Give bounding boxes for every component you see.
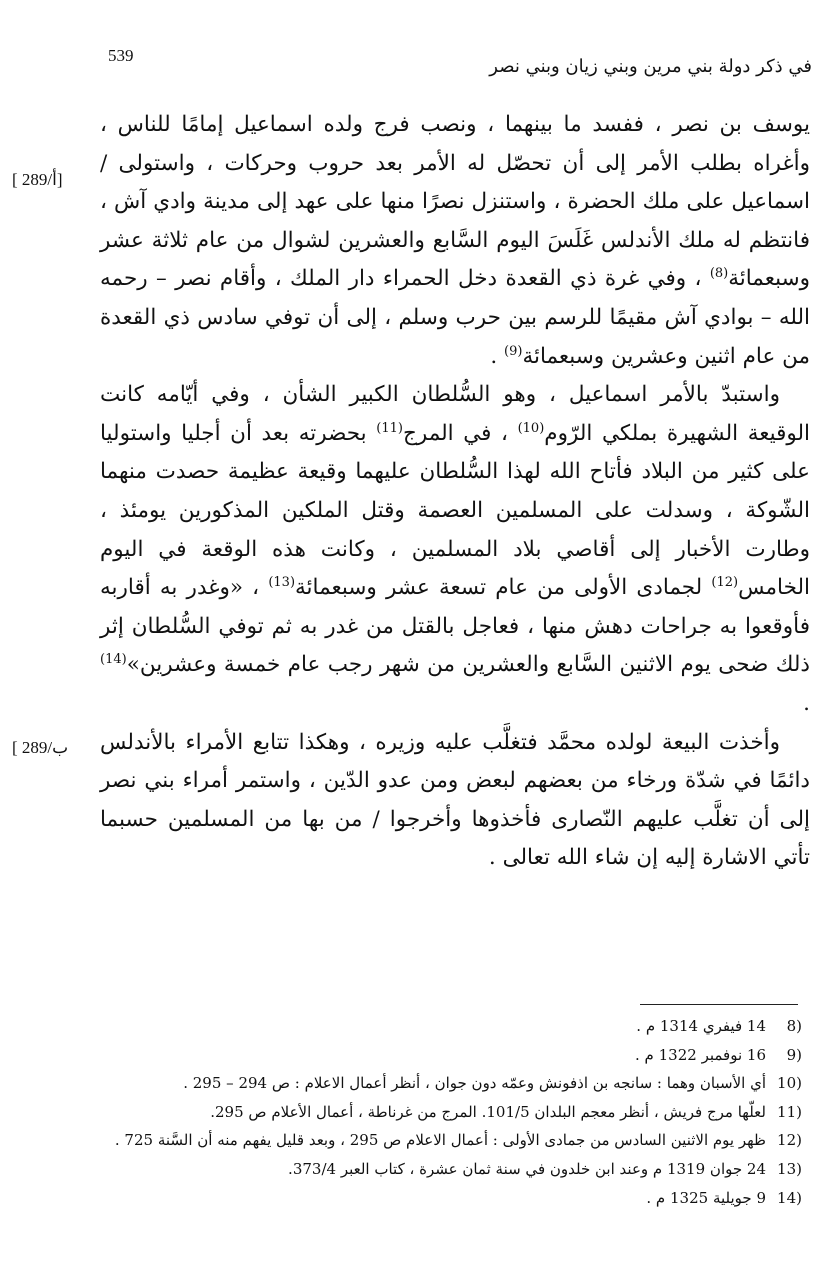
paragraph bbox=[100, 106, 810, 376]
paragraph bbox=[100, 376, 810, 723]
paragraph-text: ، وفي غرة ذي القعدة دخل الحمراء دار الملك ، وأقام نصر – رحمه الله – بوادي آش مقيمًا للرسم بين حرب وسلم ، إلى أن توفي سادس ذي القعدة من عام اثنين وعشرين وسبعمائة bbox=[100, 266, 810, 369]
footnote-number: 13) bbox=[777, 1159, 802, 1178]
footnote-ref: (14) bbox=[100, 652, 127, 668]
footnote-text: أي الأسبان وهما : سانجه بن اذفونش وعمّه دون جوان ، أنظر أعمال الاعلام : ص 294 – 295 . bbox=[183, 1074, 766, 1093]
footnote-text: 9 جويلية 1325 م . bbox=[646, 1188, 766, 1207]
paragraph-text: . bbox=[803, 690, 810, 716]
footnote-ref: (12) bbox=[711, 574, 739, 590]
footnote-ref: (8) bbox=[709, 266, 729, 282]
footnote-ref: (13) bbox=[268, 574, 296, 590]
footnote-text: 16 نوفمبر 1322 م . bbox=[635, 1045, 766, 1064]
paragraph bbox=[100, 724, 810, 878]
page-number: 539 bbox=[108, 46, 134, 65]
footnote-number: 8) bbox=[786, 1017, 802, 1035]
margin-note-folio-289b: [ 289/ب bbox=[12, 738, 69, 757]
body-text bbox=[100, 106, 810, 878]
footnote-text: لعلّها مرج فريش ، أنظر معجم البلدان 101/5. المرج من غرناطة ، أعمال الأعلام ص 295. bbox=[210, 1102, 766, 1121]
paragraph-text: ، في المرج bbox=[402, 420, 518, 446]
paragraph-text: وأخذت البيعة لولده محمَّد فتغلَّب عليه وزيره ، وهكذا تتابع الأمراء بالأندلس دائمًا في شدّة ورخاء من بعضهم لبعض ومن عدو الدّين ، واستمر أمراء بني نصر إلى أن تغلَّب عليهم النّصارى فأخذوها وأخرجوا / من بها من المسلمين حسبما تأتي الاشارة إليه إن شاء الله تعالى . bbox=[100, 729, 810, 871]
footnote-number: 12) bbox=[777, 1131, 802, 1150]
footnote bbox=[110, 1155, 802, 1184]
footnote bbox=[110, 1184, 802, 1213]
paragraph-text: . bbox=[490, 343, 504, 369]
paragraph-text: يوسف بن نصر ، ففسد ما بينهما ، ونصب فرج ولده اسماعيل إمامًا للناس ، وأغراه بطلب الأمر إلى أن تحصّل له الأمر بعد حروب وحركات ، واستولى / اسماعيل على ملك الحضرة ، واستنزل نصرًا منها على عهد إلى مدينة وادي آش ، فانتظم له ملك الأندلس غَلَسَ اليوم السَّابع والعشرين لشوال من عام ثلاثة عشر وسبعمائة bbox=[100, 112, 810, 292]
footnote bbox=[110, 1098, 802, 1127]
footnote bbox=[110, 1069, 802, 1098]
paragraph-text: واستبدّ بالأمر اسماعيل ، وهو السُّلطان الكبير الشأن ، وفي أيّامه كانت الوقيعة الشهيرة بملكي الرّوم bbox=[100, 382, 810, 446]
footnote-text: 24 جوان 1319 م وعند ابن خلدون في سنة ثمان عشرة ، كتاب العبر 373/4. bbox=[288, 1159, 766, 1178]
paragraph-text: بحضرته بعد أن أجليا واستوليا على كثير من البلاد فأتاح الله لهذا السُّلطان عليهما وقيعة عظيمة حصدت منهما الشّوكة ، وسدلت على المسلمين العصمة وقتل الملكين المذكورين يومئذ ، وطارت الأخبار إلى أقاصي بلاد المسلمين ، وكانت هذه الوقعة في اليوم الخامس bbox=[100, 420, 811, 601]
footnote bbox=[110, 1012, 802, 1041]
footnote-number: 9) bbox=[786, 1045, 802, 1064]
margin-note-folio-289a: [ 289/أ] bbox=[12, 170, 63, 189]
footnote-number: 11) bbox=[777, 1102, 802, 1121]
footnote-number: 14) bbox=[777, 1188, 802, 1207]
footnote-ref: (10) bbox=[517, 420, 545, 436]
footnote-ref: (9) bbox=[504, 343, 523, 359]
footnote-text: ظهر يوم الاثنين السادس من جمادى الأولى : أعمال الاعلام ص 295 ، وبعد قليل يفهم منه أن السَّنة 725 . bbox=[114, 1131, 766, 1150]
footnotes bbox=[110, 1012, 802, 1212]
footnote-separator bbox=[640, 1004, 798, 1005]
running-head: في ذكر دولة بني مرين وبني زيان وبني نصر bbox=[489, 56, 812, 77]
footnote-text: 14 فيفري 1314 م . bbox=[636, 1017, 766, 1035]
footnote-number: 10) bbox=[777, 1074, 802, 1093]
footnote bbox=[110, 1126, 802, 1155]
paragraph-text: ، «وغدر به أقاربه فأوقعوا به جراحات دهش منها ، فعاجل بالقتل من غدر به ثم توفي السُّلطان إثر ذلك ضحى يوم الاثنين السَّابع والعشرين من شهر رجب عام خمسة وعشرين» bbox=[100, 575, 810, 678]
paragraph-text: لجمادى الأولى من عام تسعة عشر وسبعمائة bbox=[295, 575, 712, 601]
footnote-ref: (11) bbox=[376, 420, 403, 436]
footnote bbox=[110, 1041, 802, 1070]
